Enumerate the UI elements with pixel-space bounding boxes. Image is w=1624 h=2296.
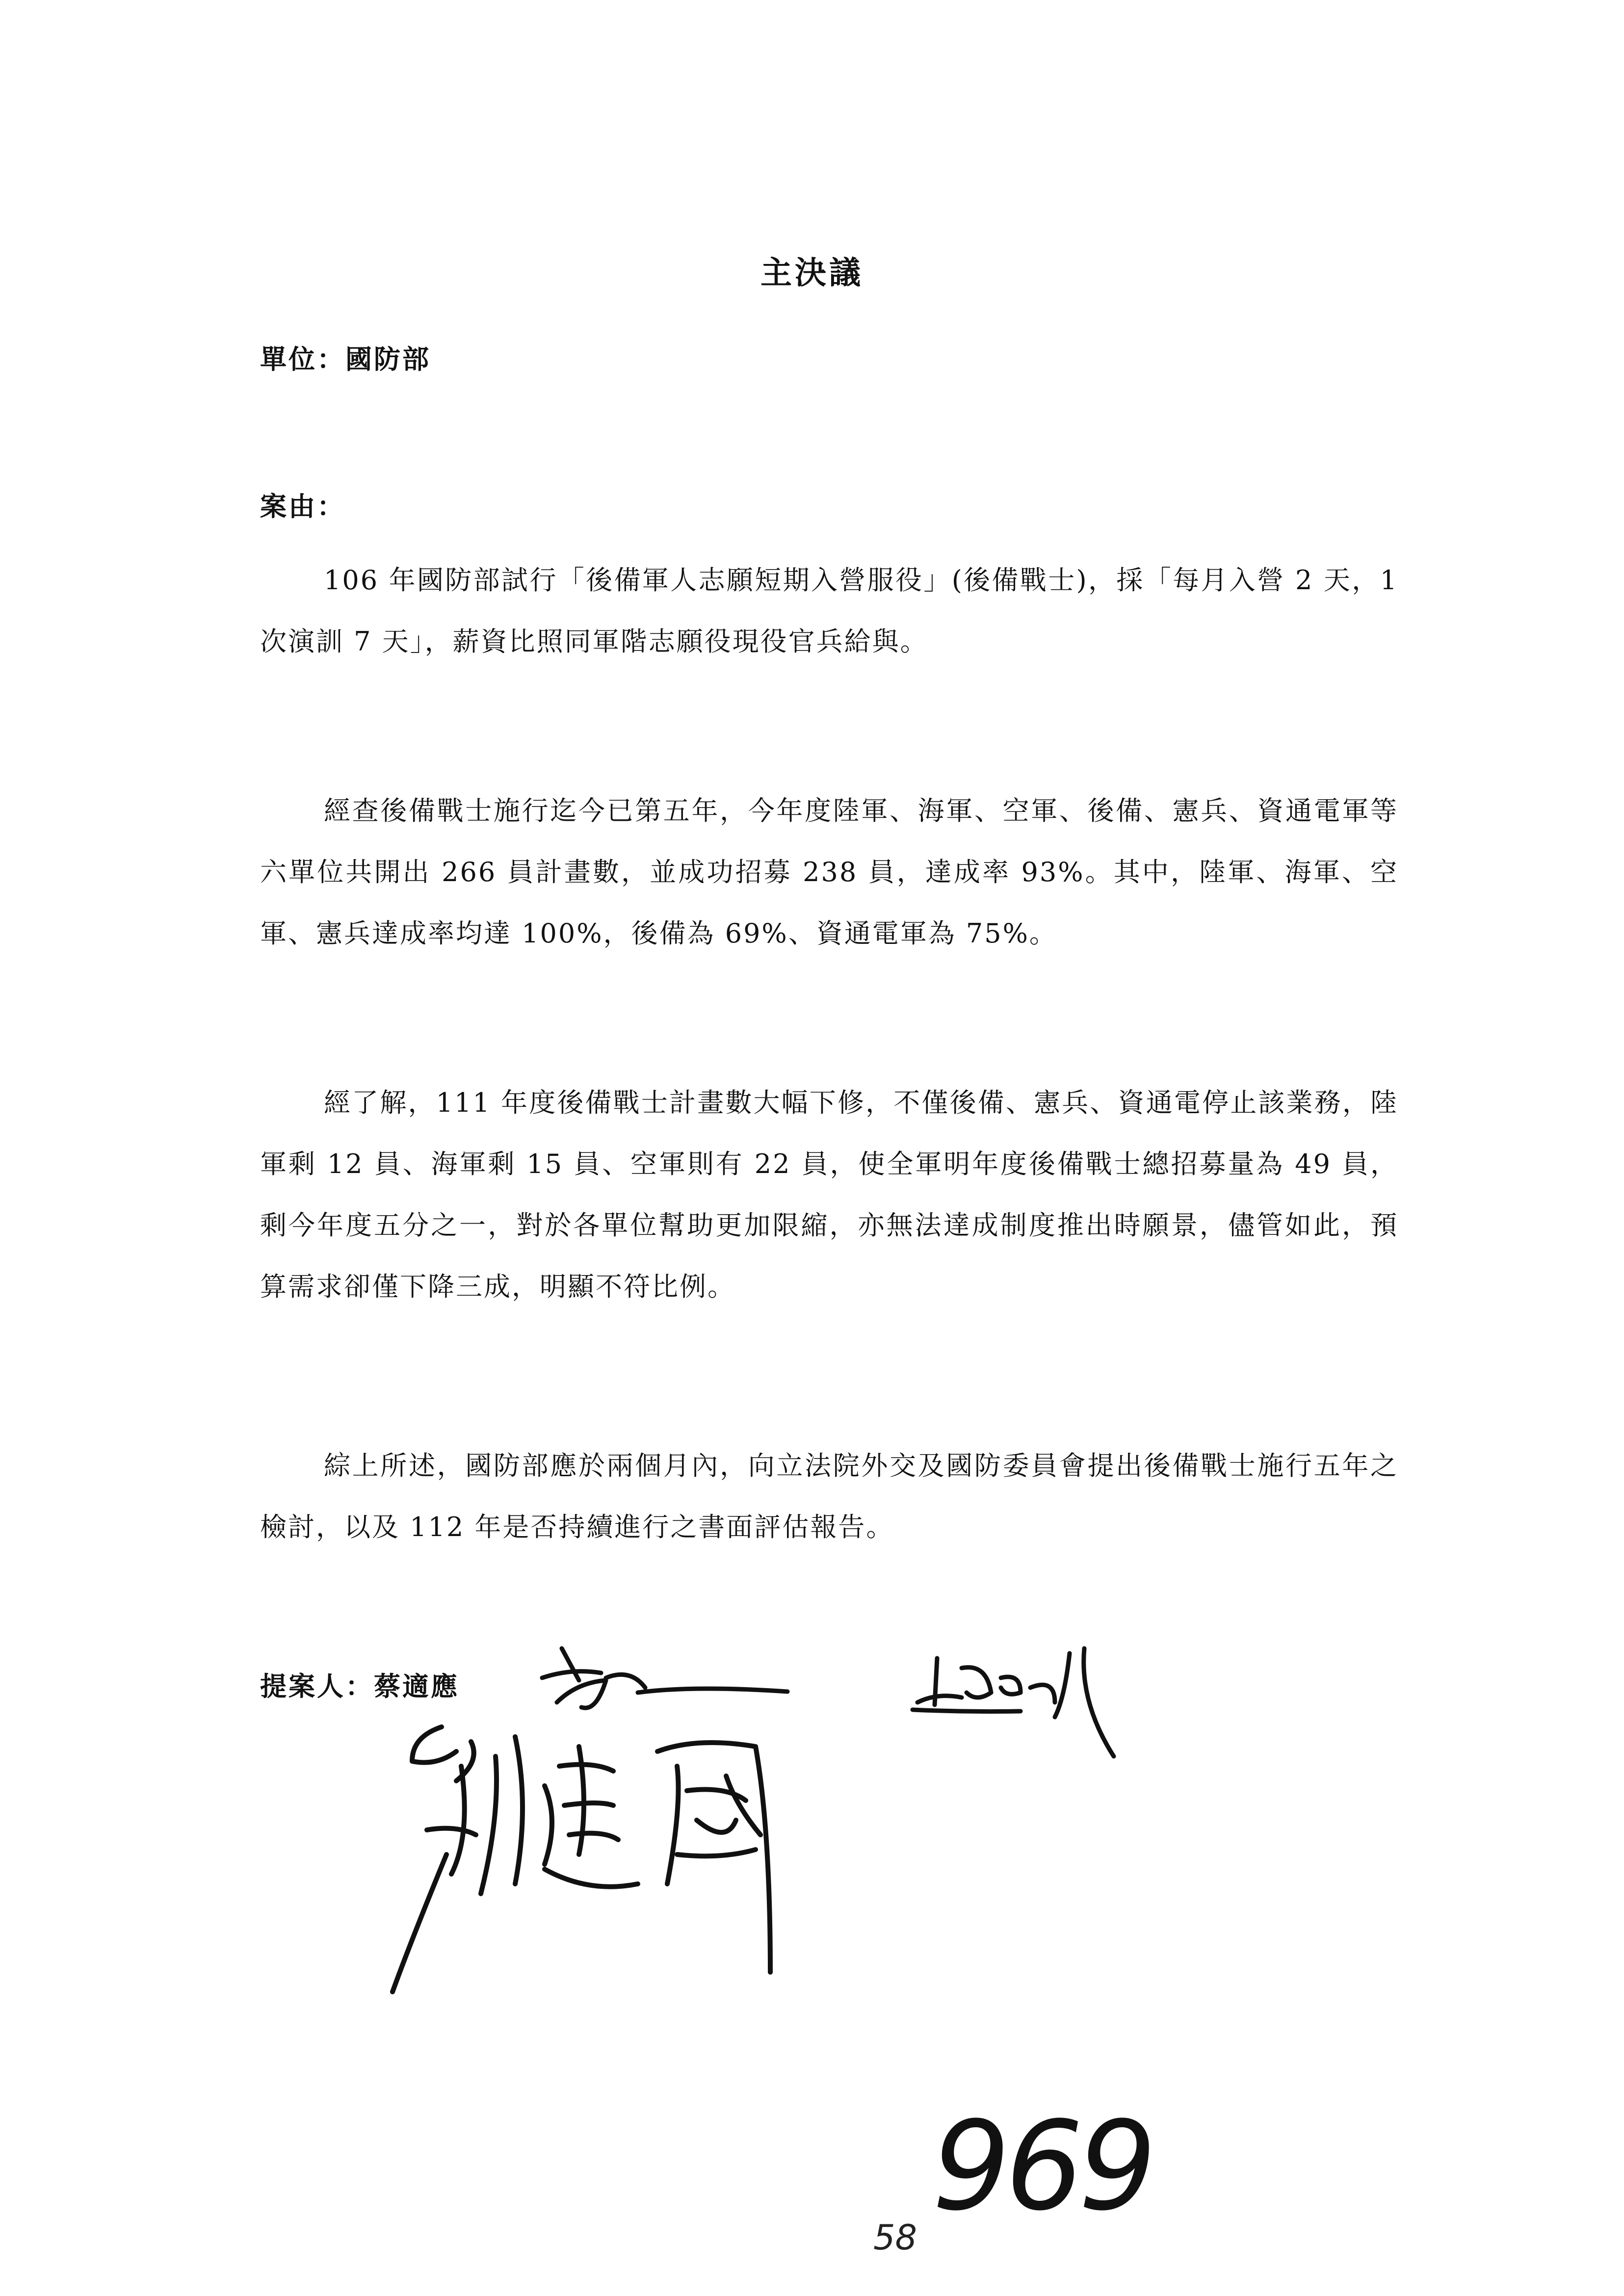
signature-3: [383, 1707, 844, 2011]
document-title: 主決議: [760, 255, 864, 291]
paragraph-findings: 經查後備戰士施行迄今已第五年，今年度陸軍、海軍、空軍、後備、憲兵、資通電軍等六單位共開出 266 員計畫數，並成功招募 238 員，達成率 93%。其中，陸軍、海軍、空軍、憲兵達成率均達 100%，後備為 69%、資通電軍為 75%。: [260, 795, 1398, 949]
proposer-line: 提案人：蔡適應: [260, 1670, 459, 1702]
paragraph-background: 106 年國防部試行「後備軍人志願短期入營服役」(後備戰士)，採「每月入營 2 天，1 次演訓 7 天」，薪資比照同軍階志願役現役官兵給與。: [260, 565, 1398, 657]
handwritten-small-number: 58: [873, 2218, 917, 2258]
unit-label: 單位：國防部: [260, 343, 431, 375]
reason-label: 案由：: [260, 491, 345, 522]
handwritten-page-number: 969: [932, 2095, 1152, 2238]
paragraph-analysis: 經了解，111 年度後備戰士計畫數大幅下修，不僅後備、憲兵、資通電停止該業務，陸軍剩 12 員、海軍剩 15 員、空軍則有 22 員，使全軍明年度後備戰士總招募量為 49 員，剩今年度五分之一，對於各單位幫助更加限縮，亦無法達成制度推出時願景，儘管如此，預算需求卻僅下降三成，明顯不符比例。: [260, 1087, 1398, 1302]
paragraph-conclusion: 綜上所述，國防部應於兩個月內，向立法院外交及國防委員會提出後備戰士施行五年之檢討，以及 112 年是否持續進行之書面評估報告。: [260, 1450, 1398, 1542]
signature-2: [908, 1639, 1173, 1766]
